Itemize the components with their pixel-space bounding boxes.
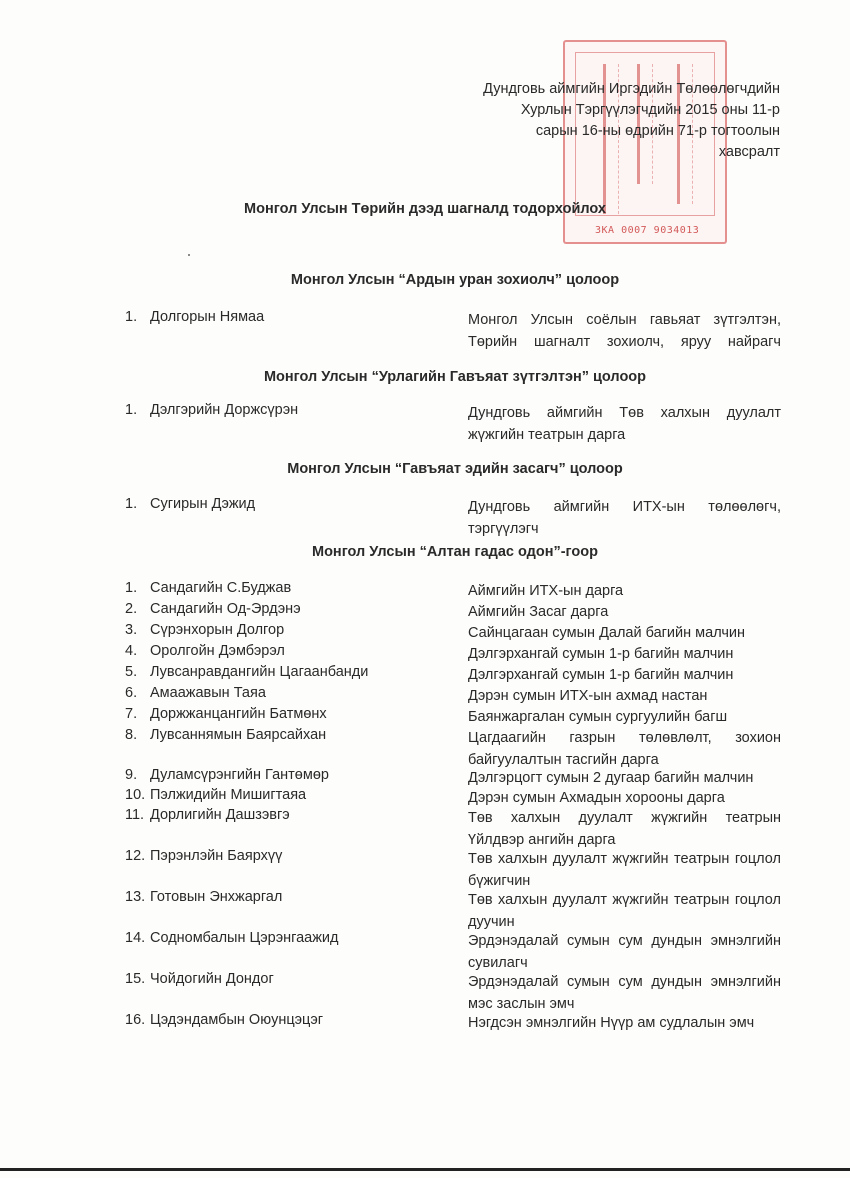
item-name: Лувсанравдангийн Цагаанбанди bbox=[150, 664, 369, 680]
scan-edge-line bbox=[0, 1168, 850, 1171]
item-description: Дундговь аймгийн Төв халхын дуулалт жүжгийн театрын дарга bbox=[468, 405, 781, 443]
item-number: 10. bbox=[125, 787, 146, 803]
item-number: 13. bbox=[125, 889, 146, 905]
item-number: 12. bbox=[125, 848, 146, 864]
list-item bbox=[125, 309, 785, 349]
item-description: Сайнцагаан сумын Далай багийн малчин bbox=[468, 625, 746, 641]
item-number: 7. bbox=[125, 706, 138, 722]
list-item bbox=[125, 664, 785, 686]
item-description: Дэлгэрцогт сумын 2 дугаар багийн малчин bbox=[468, 770, 754, 786]
list-item bbox=[125, 767, 785, 789]
document-header bbox=[440, 79, 780, 163]
list-item bbox=[125, 971, 785, 1012]
item-description: Эрдэнэдалай сумын сум дундын эмнэлгийн сувилагч bbox=[468, 933, 781, 971]
list-item bbox=[125, 889, 785, 930]
section-title: Монгол Улсын “Урлагийн Гавъяат зүтгэлтэн” цолоор bbox=[263, 369, 647, 385]
item-description: Дэлгэрхангай сумын 1-р багийн малчин bbox=[468, 646, 734, 662]
item-name: Чойдогийн Дондог bbox=[150, 971, 274, 987]
list-item bbox=[125, 787, 785, 809]
item-name: Оролгойн Дэмбэрэл bbox=[150, 643, 285, 659]
item-name: Сугирын Дэжид bbox=[150, 496, 256, 512]
item-name: Дорлигийн Дашзэвгэ bbox=[150, 807, 290, 823]
item-number: 14. bbox=[125, 930, 146, 946]
item-number: 2. bbox=[125, 601, 138, 617]
item-number: 5. bbox=[125, 664, 138, 680]
list-item bbox=[125, 706, 785, 728]
list-item bbox=[125, 1012, 785, 1034]
item-name: Сандагийн Од-Эрдэнэ bbox=[150, 601, 301, 617]
header-line: хавсралт bbox=[718, 144, 780, 160]
item-description: Монгол Улсын соёлын гавьяат зүтгэлтэн, Төрийн шагналт зохиолч, яруу найрагч bbox=[468, 312, 781, 350]
item-name: Сандагийн С.Буджав bbox=[150, 580, 292, 596]
stray-dot bbox=[188, 254, 190, 256]
item-description: Төв халхын дуулалт жүжгийн театрын гоцлол дуучин bbox=[468, 892, 781, 930]
item-description: Аймгийн ИТХ-ын дарга bbox=[468, 583, 624, 599]
item-number: 11. bbox=[125, 807, 145, 823]
item-description: Дэлгэрхангай сумын 1-р багийн малчин bbox=[468, 667, 734, 683]
list-item bbox=[125, 685, 785, 707]
list-item bbox=[125, 727, 785, 768]
item-number: 1. bbox=[125, 496, 138, 512]
item-number: 15. bbox=[125, 971, 146, 987]
item-number: 16. bbox=[125, 1012, 146, 1028]
item-name: Амаажавын Таяа bbox=[150, 685, 266, 701]
item-number: 4. bbox=[125, 643, 138, 659]
item-number: 8. bbox=[125, 727, 138, 743]
stamp-serial: ЗКА 0007 9034013 bbox=[595, 225, 700, 236]
item-description: Эрдэнэдалай сумын сум дундын эмнэлгийн мэс заслын эмч bbox=[468, 974, 781, 1012]
list-item bbox=[125, 580, 785, 602]
item-name: Дэлгэрийн Доржсүрэн bbox=[150, 402, 299, 418]
section-title: Монгол Улсын “Гавъяат эдийн засагч” цолоор bbox=[287, 461, 623, 477]
item-number: 1. bbox=[125, 309, 138, 325]
item-name: Доржжанцангийн Батмөнх bbox=[150, 706, 327, 722]
list-item bbox=[125, 496, 785, 536]
section-title: Монгол Улсын “Алтан гадас одон”-гоор bbox=[312, 544, 598, 560]
list-item bbox=[125, 402, 785, 442]
main-title: Монгол Улсын Төрийн дээд шагналд тодорхойлох bbox=[244, 201, 606, 217]
item-name: Пэрэнлэйн Баярхүү bbox=[150, 848, 283, 864]
item-name: Дуламсүрэнгийн Гантөмөр bbox=[150, 767, 329, 783]
item-name: Готовын Энхжаргал bbox=[150, 889, 283, 905]
item-number: 1. bbox=[125, 580, 138, 596]
list-item bbox=[125, 807, 785, 848]
list-item bbox=[125, 848, 785, 889]
item-description: Баянжаргалан сумын сургуулийн багш bbox=[468, 709, 728, 725]
item-name: Долгорын Нямаа bbox=[150, 309, 265, 325]
item-description: Нэгдсэн эмнэлгийн Нүүр ам судлалын эмч bbox=[468, 1015, 755, 1031]
list-item bbox=[125, 930, 785, 971]
header-line: Хурлын Тэргүүлэгчдийн 2015 оны 11-р bbox=[520, 102, 780, 118]
item-description: Цагдаагийн газрын төлөвлөлт, зохион байгуулалтын тасгийн дарга bbox=[468, 730, 781, 768]
list-item bbox=[125, 622, 785, 644]
item-description: Аймгийн Засаг дарга bbox=[468, 604, 609, 620]
item-description: Дундговь аймгийн ИТХ-ын төлөөлөгч, тэргүүлэгч bbox=[468, 499, 781, 537]
item-name: Пэлжидийн Мишигтаяа bbox=[150, 787, 307, 803]
item-name: Содномбалын Цэрэнгаажид bbox=[150, 930, 339, 946]
item-number: 6. bbox=[125, 685, 138, 701]
item-name: Лувсаннямын Баярсайхан bbox=[150, 727, 327, 743]
item-description: Төв халхын дуулалт жүжгийн театрын гоцлол бүжигчин bbox=[468, 851, 781, 889]
item-name: Цэдэндамбын Оюунцэцэг bbox=[150, 1012, 324, 1028]
item-number: 1. bbox=[125, 402, 138, 418]
item-number: 9. bbox=[125, 767, 138, 783]
section-title: Монгол Улсын “Ардын уран зохиолч” цолоор bbox=[290, 272, 620, 288]
list-item bbox=[125, 643, 785, 665]
item-number: 3. bbox=[125, 622, 138, 638]
item-description: Дэрэн сумын Ахмадын хорооны дарга bbox=[468, 790, 725, 806]
item-description: Төв халхын дуулалт жүжгийн театрын Үйлдвэр ангийн дарга bbox=[468, 810, 781, 848]
item-description: Дэрэн сумын ИТХ-ын ахмад настан bbox=[468, 688, 708, 704]
header-line: сарын 16-ны өдрийн 71-р тогтоолын bbox=[535, 123, 780, 139]
header-line: Дундговь аймгийн Иргэдийн Төлөөлөгчдийн bbox=[483, 81, 780, 97]
list-item bbox=[125, 601, 785, 623]
item-name: Сүрэнхорын Долгор bbox=[150, 622, 285, 638]
